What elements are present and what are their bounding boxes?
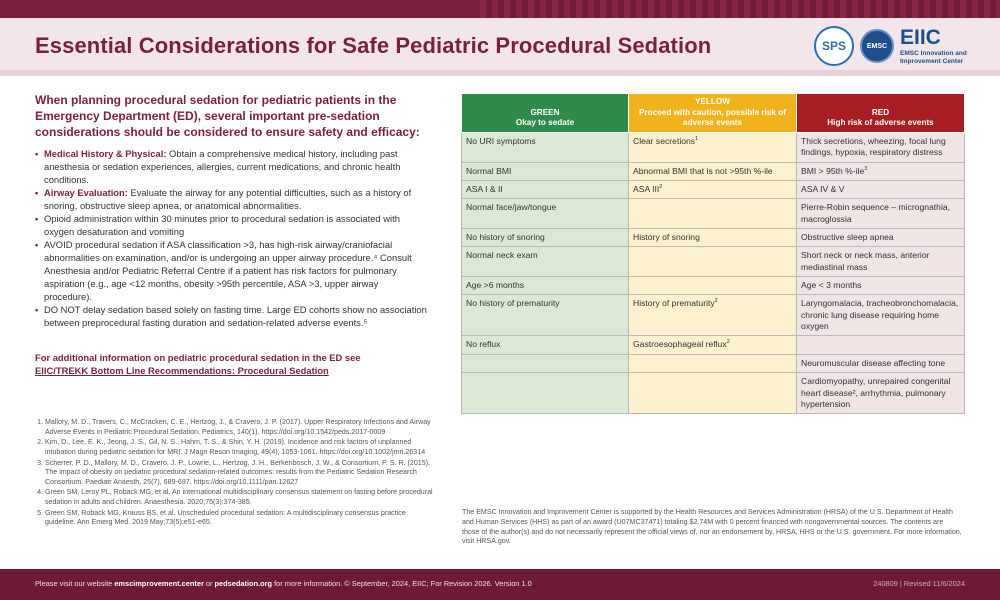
table-cell-yellow <box>629 247 797 277</box>
table-cell-red <box>797 295 965 336</box>
cell-footnote: 3 <box>864 165 868 172</box>
table-row <box>462 336 965 354</box>
list-item <box>35 187 427 213</box>
cell-text: ASA I & II <box>466 184 503 195</box>
table-cell-red <box>797 229 965 247</box>
footer-suffix: for more information. © September, 2024, EIIC; For Revision 2026. Version 1.0 <box>272 579 532 588</box>
list-item <box>35 304 427 330</box>
footer-or: or <box>203 579 215 588</box>
cell-text: ASA IV & V <box>801 184 845 195</box>
cell-text: Normal neck exam <box>466 250 538 261</box>
footer-prefix: Please visit our website <box>35 579 115 588</box>
header-band <box>0 70 1000 76</box>
bullet-label: Airway Evaluation: <box>44 186 128 198</box>
header-green <box>462 94 629 133</box>
bullet-text: Evaluate the airway for any potential difficulties, such as a history of snoring, obstructive sleep apnea, or anatomical abnormalities. <box>44 186 412 211</box>
table-row <box>462 133 965 163</box>
more-info-text: For additional information on pediatric procedural sedation in the ED see <box>35 352 361 363</box>
cell-text: Normal BMI <box>466 165 512 176</box>
cell-text: Gastroesophageal reflux <box>633 339 727 350</box>
cell-text: Cardiomyopathy, unrepaired congenital heart disease², arrhythmia, pulmonary hypertension <box>801 376 951 409</box>
table-cell-green <box>462 354 629 372</box>
top-bar-pattern <box>480 0 1000 18</box>
table-cell-red <box>797 199 965 229</box>
cell-footnote: 2 <box>659 184 663 191</box>
table-row <box>462 162 965 180</box>
table-row <box>462 373 965 414</box>
table-cell-red <box>797 354 965 372</box>
table-cell-yellow <box>629 336 797 354</box>
footer <box>0 569 1000 600</box>
risk-table <box>461 93 965 414</box>
cell-text: Pierre-Robin sequence – micrognathia, macroglossia <box>801 202 951 224</box>
cell-footnote: 2 <box>714 298 718 305</box>
cell-text: History of prematurity <box>633 298 715 309</box>
emsc-logo: EMSC <box>860 29 894 63</box>
table-cell-red <box>797 336 965 354</box>
footer-revision: 240809 | Revised 11/6/2024 <box>873 579 965 588</box>
table-cell-green <box>462 295 629 336</box>
table-cell-green <box>462 229 629 247</box>
reference-item: 4. Green SM, Leroy PL, Roback MG, et al. An international multidisciplinary consensus statement on fasting before procedural sedation in adults and children. Anaesthesia. 2020;75(3):374-385. <box>45 488 435 507</box>
cell-text: Obstructive sleep apnea <box>801 232 894 243</box>
cell-footnote: 1 <box>695 136 699 143</box>
references-list <box>35 418 435 529</box>
list-item <box>35 213 427 239</box>
cell-text: ASA III <box>633 184 660 195</box>
sps-logo: SPS <box>814 26 854 66</box>
table-cell-red <box>797 247 965 277</box>
funding-notice: The EMSC Innovation and Improvement Center is supported by the Health Resources and Services Administration (HRSA) of the U.S. Department of Health and Human Services (HHS) as part of an award (U07MC37471) totaling $2.74M with 0 percent financed with nongovernmental sources. The contents are those of the author(s) and do not necessarily represent the official views of, nor an endorsement by, HRSA, HHS or the U.S. government. For more information, visit HRSA.gov. <box>462 508 962 546</box>
intro-text: When planning procedural sedation for pediatric patients in the Emergency Department (ED), several important pre-sedation considerations should be considered to ensure safety and efficacy: <box>35 93 420 139</box>
cell-text: No URI symptoms <box>466 136 536 146</box>
cell-text: Normal face/jaw/tongue <box>466 202 557 213</box>
logo-group <box>814 26 968 66</box>
bullet-text: DO NOT delay sedation based solely on fasting time. Large ED cohorts show no association between preprocedural fasting duration and sedation-related adverse events.⁵ <box>44 303 427 328</box>
table-cell-red <box>797 277 965 295</box>
table-row <box>462 229 965 247</box>
table-row <box>462 354 965 372</box>
table-row <box>462 295 965 336</box>
table-cell-red <box>797 133 965 163</box>
footer-text <box>35 579 532 588</box>
table-cell-red <box>797 373 965 414</box>
table-row <box>462 277 965 295</box>
table-header-row <box>462 94 965 133</box>
cell-text: Neuromuscular disease affecting tone <box>801 357 946 368</box>
reference-item: 3. Scherrer, P. D., Mallory, M. D., Cravero, J. P., Lowrie, L., Hertzog, J. H., Berkenbosch, J. W., & Consortium, P. S. R. (2015). The impact of obesity on pediatric procedural sedation-related outcomes: results from the Pediatric Sedation Research Consortium. Paediatr Anaesth, 25(7), 689-697. https://doi.org/10.1111/pan.12627 <box>45 459 435 488</box>
header-red <box>797 94 965 133</box>
table-cell-green <box>462 133 629 163</box>
cell-text: No history of snoring <box>466 232 545 243</box>
bullet-text: AVOID procedural sedation if ASA classification >3, has high-risk airway/craniofacial abnormalities on examination, and/or is undergoing an upper airway procedure.⁴ Consult Anesthesia and/or Pediatric Referral Centre if a patient has risk factors for pulmonary aspiration (e.g., age <12 months, obesity >95th percentile, ASA >3, upper airway procedure). <box>44 238 412 302</box>
table-row <box>462 199 965 229</box>
header-yellow <box>629 94 797 133</box>
cell-text: Short neck or neck mass, anterior mediastinal mass <box>801 250 930 272</box>
table-cell-green <box>462 336 629 354</box>
eiic-logo <box>900 27 968 64</box>
table-row <box>462 247 965 277</box>
table-cell-green <box>462 162 629 180</box>
list-item <box>35 148 427 187</box>
table-cell-yellow <box>629 181 797 199</box>
bullet-text: Obtain a comprehensive medical history, including past anesthesia or sedation experiences, allergies, current medications, and chronic health conditions. <box>44 148 401 185</box>
table-row <box>462 181 965 199</box>
header-red-sub: High risk of adverse events <box>827 118 934 128</box>
header-red-title: RED <box>871 107 890 117</box>
header-yellow-sub: Proceed with caution, possible risk of adverse events <box>639 107 786 128</box>
header-green-sub: Okay to sedate <box>515 118 575 128</box>
risk-table-body <box>462 133 965 414</box>
header-yellow-title: YELLOW <box>694 97 731 107</box>
eiic-logo-text: EIIC <box>900 26 941 50</box>
bullet-label: Medical History & Physical: <box>44 148 167 159</box>
table-cell-yellow <box>629 229 797 247</box>
cell-text: Laryngomalacia, tracheobronchomalacia, chronic lung disease requiring home oxygen <box>801 298 959 332</box>
footer-site-link-1[interactable]: emscimprovement.center <box>114 579 204 588</box>
cell-text: Thick secretions, wheezing, focal lung findings, hypoxia, respiratory distress <box>801 136 946 158</box>
bullet-text: Opioid administration within 30 minutes prior to procedural sedation is associated with oxygen desaturation and vomiting <box>44 212 400 237</box>
considerations-list <box>35 148 427 330</box>
table-cell-yellow <box>629 199 797 229</box>
table-cell-yellow <box>629 295 797 336</box>
cell-text: No history of prematurity <box>466 298 560 309</box>
table-cell-red <box>797 162 965 180</box>
table-cell-yellow <box>629 373 797 414</box>
reference-item: 1. Mallory, M. D., Travers, C., McCracken, C. E., Hertzog, J., & Cravero, J. P. (2017). Upper Respiratory Infections and Airway Adverse Events in Pediatric Procedural Sedation. Pediatrics, 140(1). https://doi.org/10.1542/peds.2017-0009 <box>45 418 435 437</box>
table-cell-green <box>462 199 629 229</box>
page-title: Essential Considerations for Safe Pediatric Procedural Sedation <box>35 33 712 58</box>
top-bar <box>0 0 1000 18</box>
table-cell-yellow <box>629 354 797 372</box>
table-cell-red <box>797 181 965 199</box>
cell-text: No reflux <box>466 339 501 350</box>
cell-text: BMI > 95th %-ile <box>801 165 865 176</box>
procedural-sedation-link[interactable]: EIIC/TREKK Bottom Line Recommendations: Procedural Sedation <box>35 364 329 376</box>
cell-text: History of snoring <box>633 232 700 243</box>
header-green-title: GREEN <box>530 107 560 117</box>
reference-item: 2. Kim, D., Lee, E. K., Jeong, J. S., Gil, N. S., Hahm, T. S., & Shin, Y. H. (2019). Incidence and risk factors of unplanned intubation during pediatric sedation for MRI. J Magn Reson Imaging, 49(4), 1053-1061. https://doi.org/10.1002/jmri.26314 <box>45 438 435 457</box>
table-cell-green <box>462 247 629 277</box>
eiic-logo-subtitle: EMSC Innovation and Improvement Center <box>900 50 967 65</box>
more-info <box>35 352 415 377</box>
cell-text: Abnormal BMI that is not >95th %-ile <box>633 165 773 176</box>
cell-footnote: 2 <box>726 339 730 346</box>
cell-text: Age < 3 months <box>801 280 862 291</box>
table-cell-yellow <box>629 133 797 163</box>
footer-site-link-2[interactable]: pedsedation.org <box>214 579 273 588</box>
table-cell-green <box>462 277 629 295</box>
list-item <box>35 239 427 304</box>
reference-item: 5. Green SM, Roback MG, Krauss BS, et al. Unscheduled procedural sedation: A multidisciplinary consensus practice guideline. Ann Emerg Med. 2019 May;73(5):e51-e65. <box>45 509 435 528</box>
cell-text: Age >6 months <box>466 280 525 291</box>
cell-text: Clear secretions <box>633 136 696 146</box>
table-cell-green <box>462 373 629 414</box>
table-cell-yellow <box>629 162 797 180</box>
table-cell-green <box>462 181 629 199</box>
table-cell-yellow <box>629 277 797 295</box>
